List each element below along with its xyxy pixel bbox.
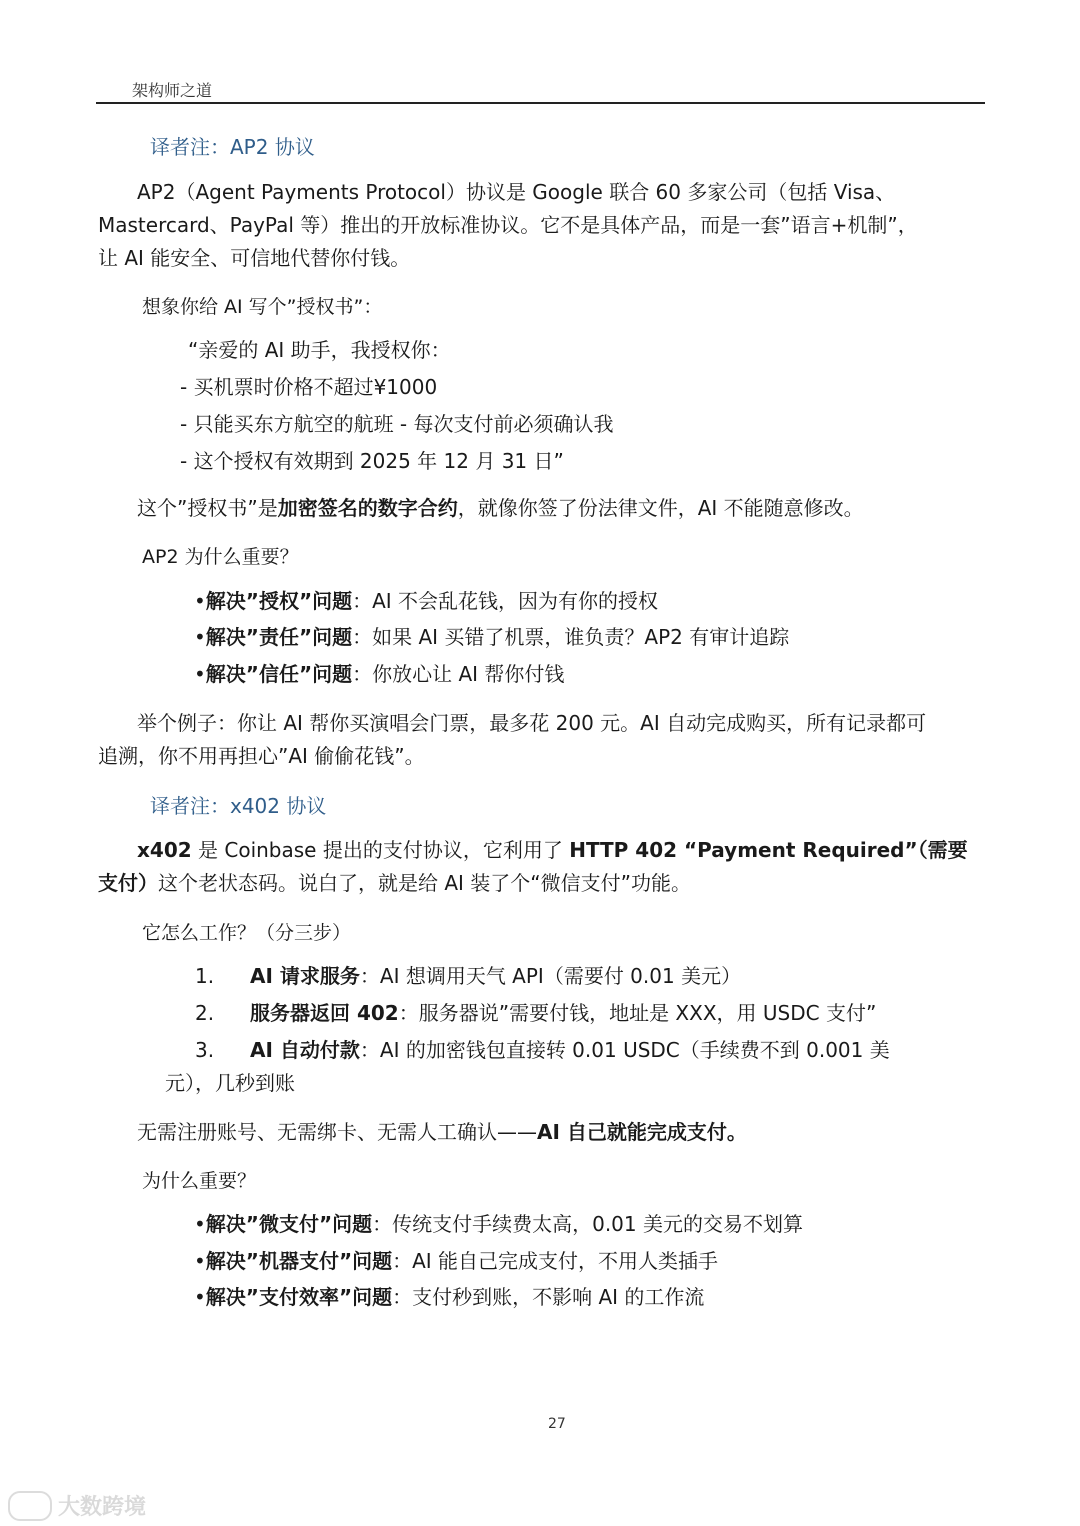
- contract-text: 这个”授权书”是: [137, 496, 278, 520]
- ap2-bullet: [194, 658, 564, 691]
- x402-no-need: [137, 1116, 747, 1149]
- x402-intro-line: [137, 834, 968, 867]
- step-continuation: 元），几秒到账: [165, 1071, 295, 1095]
- running-header: 架构师之道: [132, 81, 213, 100]
- step-text: ：AI 想调用天气 API（需要付 0.01 美元）: [359, 964, 742, 988]
- ap2-quote-line: - 买机票时价格不超过¥1000: [180, 375, 438, 399]
- watermark-text: 大数跨境: [58, 1495, 147, 1520]
- ap2-bullet: [194, 621, 789, 654]
- ap2-intro-line: AP2（Agent Payments Protocol）协议是 Google 联合 60 多家公司（包括 Visa、: [137, 180, 896, 204]
- bullet-bold: 解决”支付效率”问题: [205, 1285, 393, 1309]
- x402-bullet: [194, 1245, 718, 1278]
- step-text: ：AI 的加密钱包直接转 0.01 USDC（手续费不到 0.001 美: [359, 1038, 890, 1062]
- step-number: 3.: [195, 1038, 215, 1062]
- step-bold: AI 请求服务: [250, 964, 360, 988]
- ap2-example-line: 举个例子：你让 AI 帮你买演唱会门票，最多花 200 元。AI 自动完成购买，所有记录都可: [137, 711, 927, 735]
- step-bold: 服务器返回 402: [250, 1001, 399, 1025]
- ap2-bullet: [194, 585, 658, 618]
- ap2-intro-line: 让 AI 能安全、可信地代替你付钱。: [98, 246, 411, 270]
- contract-text-after: ，就像你签了份法律文件，AI 不能随意修改。: [457, 496, 864, 520]
- step-number: 1.: [195, 964, 215, 988]
- x402-why-title: 为什么重要？: [142, 1170, 257, 1192]
- x402-note-title: 译者注：x402 协议: [150, 794, 327, 818]
- bullet-text: ：传统支付手续费太高，0.01 美元的交易不划算: [372, 1212, 803, 1236]
- http-402-bold: HTTP 402 “Payment Required”（需要: [569, 838, 968, 862]
- x402-bold: x402: [137, 838, 192, 862]
- x402-intro-line: [98, 867, 691, 900]
- ap2-why-title: AP2 为什么重要？: [142, 546, 299, 568]
- bullet-bold: 解决”机器支付”问题: [205, 1249, 393, 1273]
- bullet-bold: 解决”责任”问题: [205, 625, 353, 649]
- step-text: ：服务器说”需要付钱，地址是 XXX，用 USDC 支付”: [398, 1001, 877, 1025]
- no-need-bold: AI 自己就能完成支付。: [537, 1120, 747, 1144]
- watermark-icon: [8, 1491, 52, 1521]
- watermark-logo: [8, 1490, 146, 1521]
- ap2-contract-paragraph: [137, 492, 864, 525]
- bullet-text: ：你放心让 AI 帮你付钱: [352, 662, 565, 686]
- x402-bullet: [194, 1208, 803, 1241]
- x402-bullet: [194, 1281, 704, 1314]
- bullet-dot: •: [194, 1285, 206, 1309]
- ap2-imagine: 想象你给 AI 写个”授权书”：: [142, 296, 383, 318]
- bullet-dot: •: [194, 1249, 206, 1273]
- ap2-intro-line: Mastercard、PayPal 等）推出的开放标准协议。它不是具体产品，而是一套”语言+机制”，: [98, 213, 918, 237]
- step-item: [250, 1034, 890, 1067]
- bullet-bold: 解决”信任”问题: [205, 662, 353, 686]
- bullet-text: ：AI 能自己完成支付，不用人类插手: [392, 1249, 719, 1273]
- step-item: [250, 960, 741, 993]
- x402-text: 是 Coinbase 提出的支付协议，它利用了: [191, 838, 570, 862]
- x402-bold-cont: 支付）: [98, 871, 158, 895]
- ap2-quote-line: - 只能买东方航空的航班 - 每次支付前必须确认我: [180, 412, 614, 436]
- bullet-dot: •: [194, 662, 206, 686]
- ap2-quote-line: - 这个授权有效期到 2025 年 12 月 31 日”: [180, 449, 564, 473]
- x402-how-title: 它怎么工作？（分三步）: [142, 922, 352, 944]
- ap2-quote-line: “亲爱的 AI 助手，我授权你：: [188, 338, 451, 362]
- ap2-note-title: 译者注：AP2 协议: [150, 135, 315, 159]
- bullet-bold: 解决”授权”问题: [205, 589, 353, 613]
- header-rule: [96, 102, 985, 104]
- bullet-dot: •: [194, 1212, 206, 1236]
- step-number: 2.: [195, 1001, 215, 1025]
- bullet-bold: 解决”微支付”问题: [205, 1212, 373, 1236]
- ap2-example-line: 追溯，你不用再担心”AI 偷偷花钱”。: [98, 744, 425, 768]
- step-bold: AI 自动付款: [250, 1038, 360, 1062]
- page-number: 27: [548, 1416, 566, 1432]
- bullet-text: ：支付秒到账，不影响 AI 的工作流: [392, 1285, 705, 1309]
- bullet-dot: •: [194, 589, 206, 613]
- x402-text-cont: 这个老状态码。说白了，就是给 AI 装了个“微信支付”功能。: [158, 871, 692, 895]
- bullet-dot: •: [194, 625, 206, 649]
- contract-bold: 加密签名的数字合约: [277, 496, 458, 520]
- bullet-text: ：AI 不会乱花钱，因为有你的授权: [352, 589, 659, 613]
- bullet-text: ：如果 AI 买错了机票，谁负责？AP2 有审计追踪: [352, 625, 790, 649]
- no-need-text: 无需注册账号、无需绑卡、无需人工确认——: [137, 1120, 537, 1144]
- step-item: [250, 997, 876, 1030]
